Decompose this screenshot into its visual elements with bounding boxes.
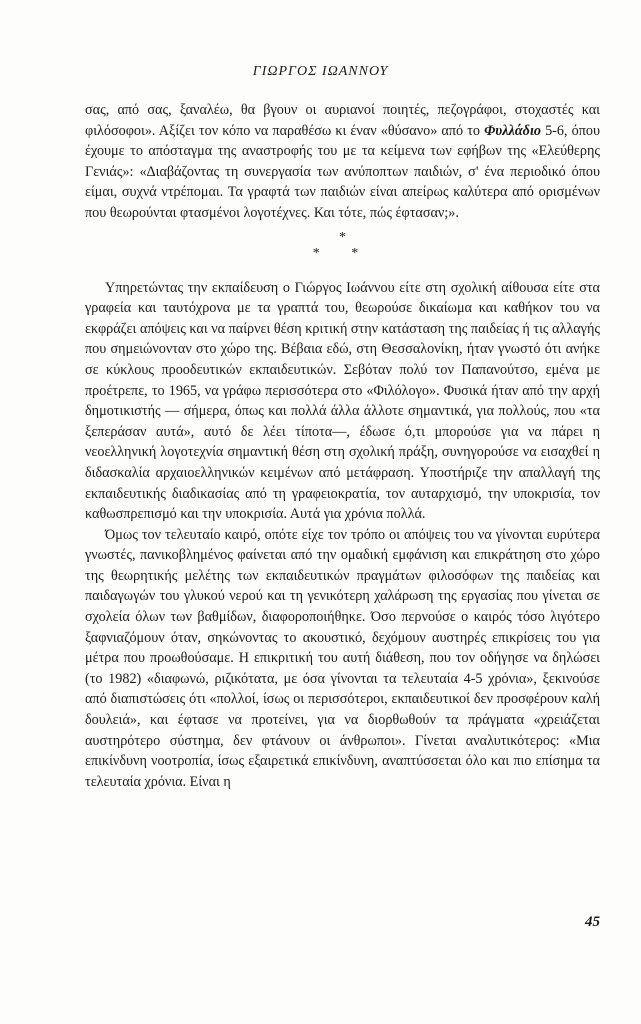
asterism-top: * xyxy=(339,229,346,245)
publication-title: Φυλλάδιο xyxy=(484,122,541,139)
page-body xyxy=(85,100,600,792)
paragraph-1 xyxy=(85,100,600,224)
section-break-asterism xyxy=(85,230,600,262)
paragraph-2: Υπηρετώντας την εκπαίδευση ο Γιώργος Ιωάννου είτε στη σχολική αίθουσα είτε στα γραφεία και ταυτόχρονα με τα γραπτά του, θεωρούσε δικαίωμα και καθήκον του να εκφράζει απόψεις και να παίρνει θέση κριτική στην κατάσταση της παιδείας ή τις αλλαγής που σημειώνονταν στο χώρο της. Βέβαια εδώ, στη Θεσσαλονίκη, ήταν γνωστό ότι ανήκε σε κύκλους προοδευτικών εκπαιδευτικών. Σεβόταν πολύ τον Παπανούτσο, εμένα με προέτρεπε, το 1965, να γράφω περισσότερα στο «Φιλόλογο». Φυσικά ήταν από την αρχή δημοτικιστής — σήμερα, όπως και πολλά άλλα άλλοτε σημαντικά, για πολλούς, που «τα ξεπεράσαν αυτά», αυτό δε λέει τίποτα—, έδωσε ό,τι μπορούσε για να πάρει η νεοελληνική λογοτεχνία σημαντική θέση στη σχολική πράξη, συνηγορούσε να εισαχθεί η διδασκαλία αρχαιοελληνικών κειμένων από μετάφραση. Υποστήριζε την απαλλαγή της εκπαιδευτικής διαδικασίας από τη γραφειοκρατία, τον αυταρχισμό, την υποκρισία, τον καθωσπρεπισμό και την υποκρισία. Αυτά για χρόνια πολλά. xyxy=(85,279,600,523)
page-number: 45 xyxy=(585,914,600,930)
paragraph-1-text-a: σας, από σας, ξαναλέω, θα βγουν οι αυριανοί ποιητές, πεζογράφοι, στοχαστές και φιλόσοφοι». Αξίζει τον κόπο να παραθέσω κι έναν «θύσανο» από το xyxy=(85,102,600,139)
asterism-bottom: * * xyxy=(312,245,373,261)
paragraph-1-text-b: 5-6, όπου έχουμε το απόσταγμα της αναστροφής του με τα κείμενα των εφήβων της «Ελεύθερης Γενιάς»: «Διαβάζοντας τη συνεργασία των ανύποπτων παιδιών, σ' ένα περιοδικό όπου είμαι, συχνά ντρέπομαι. Τα γραφτά των παιδιών είναι απείρως καλύτερα από ορισμένων που θεωρούνται φτασμένοι λογοτέχνες. Και τότε, πώς έφτασαν;». xyxy=(85,122,601,221)
paragraph-3: Όμως τον τελευταίο καιρό, οπότε είχε τον τρόπο οι απόψεις του να γίνονται ευρύτερα γνωστές, πανικοβλημένος φαίνεται από την ομαδική εμφάνιση και επικράτηση στο χώρο της θεωρητικής μελέτης των εκπαιδευτικών πραγμάτων φιλοσόφων της παιδείας και παιδαγωγών του γλυκού νερού και τη γενικότερη χαλάρωση της εργασίας που γίνεται σε σχολεία όλων των βαθμίδων, διαφοροποιήθηκε. Όσο περνούσε ο καιρός τόσο λιγότερο ξαφνιαζόμουν όταν, σηκώνοντας το ακουστικό, δεχόμουν αυστηρές επικρίσεις του για μέτρα που προωθούσαμε. Η επικριτική του αυτή διάθεση, που τον οδήγησε να δηλώσει (το 1982) «διαφωνώ, ριζικότατα, με όσα γίνονται τα τελευταία 4-5 χρόνια», ξεκινούσε από διαπιστώσεις ότι «πολλοί, ίσως οι περισσότεροι, εκπαιδευτικοί δεν προσφέρουν καλή δουλειά», και έφτασε να προτείνει, για να διορθωθούν τα πράγματα «χρειάζεται αυστηρότερο σύστημα, δεν φτάνουν οι άνθρωποι». Γίνεται αναλυτικότερος: «Μια επικίνδυνη νοοτροπία, ίσως εξαιρετικά επικίνδυνη, αναπτύσσεται όλο και πιο επίσημα τα τελευταία χρόνια. Είναι η xyxy=(85,526,600,790)
running-header: ΓΙΩΡΓΟΣ ΙΩΑΝΝΟΥ xyxy=(252,64,389,79)
